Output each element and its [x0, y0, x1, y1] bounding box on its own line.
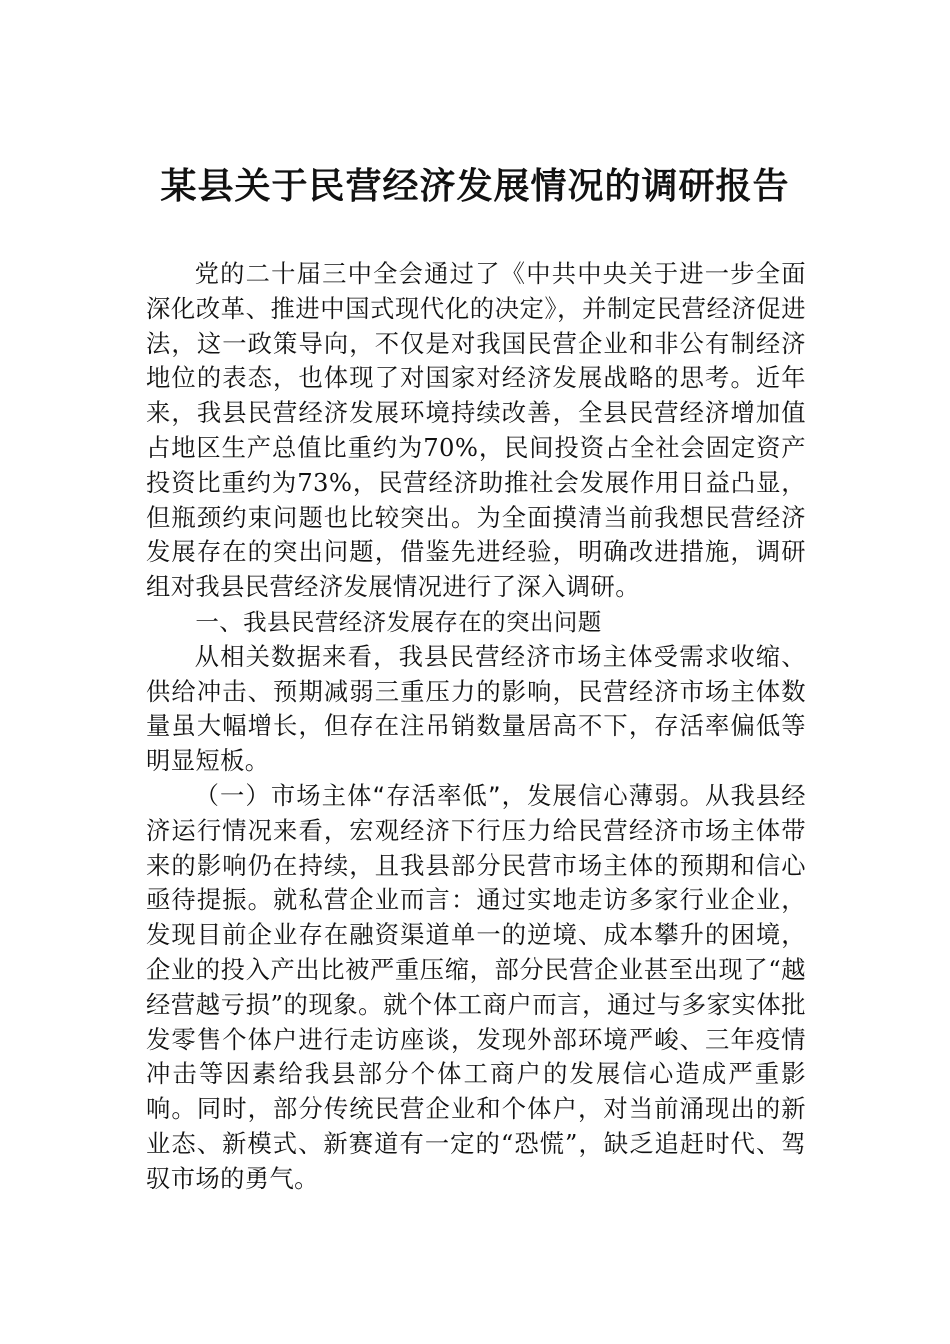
section-paragraph: 从相关数据来看，我县民营经济市场主体受需求收缩、供给冲击、预期减弱三重压力的影响，民营经济市场主体数量虽大幅增长，但存在注吊销数量居高不下，存活率偏低等明显短板。 — [146, 641, 806, 776]
section-heading: 一、我县民营经济发展存在的突出问题 — [195, 607, 602, 636]
intro-paragraph: 党的二十届三中全会通过了《中共中央关于进一步全面深化改革、推进中国式现代化的决定》，并制定民营经济促进法，这一政策导向，不仅是对我国民营企业和非公有制经济地位的表态，也体现了对国家对经济发展战略的思考。近年来，我县民营经济发展环境持续改善，全县民营经济增加值占地区生产总值比重约为70%，民间投资占全社会固定资产投资比重约为73%，民营经济助推社会发展作用日益凸显，但瓶颈约束问题也比较突出。为全面摸清当前我想民营经济发展存在的突出问题，借鉴先进经验，明确改进措施，调研组对我县民营经济发展情况进行了深入调研。 — [146, 259, 806, 602]
subsection-paragraph — [146, 779, 806, 1197]
subsection-lead: （一）市场主体“存活率低”，发展信心薄弱。 — [194, 780, 706, 810]
document-body — [146, 257, 806, 1197]
subsection-text: 从我县经济运行情况来看，宏观经济下行压力给民营经济市场主体带来的影响仍在持续，且我县部分民营市场主体的预期和信心亟待提振。就私营企业而言：通过实地走访多家行业企业，发现目前企业存在融资渠道单一的逆境、成本攀升的困境，企业的投入产出比被严重压缩，部分民营企业甚至出现了“越经营越亏损”的现象。就个体工商户而言，通过与多家实体批发零售个体户进行走访座谈，发现外部环境严峻、三年疫情冲击等因素给我县部分个体工商户的发展信心造成严重影响。同时，部分传统民营企业和个体户，对当前涌现出的新业态、新模式、新赛道有一定的“恐慌”，缺乏追赶时代、驾驭市场的勇气。 — [146, 780, 806, 1193]
document-title: 某县关于民营经济发展情况的调研报告 — [160, 165, 790, 207]
